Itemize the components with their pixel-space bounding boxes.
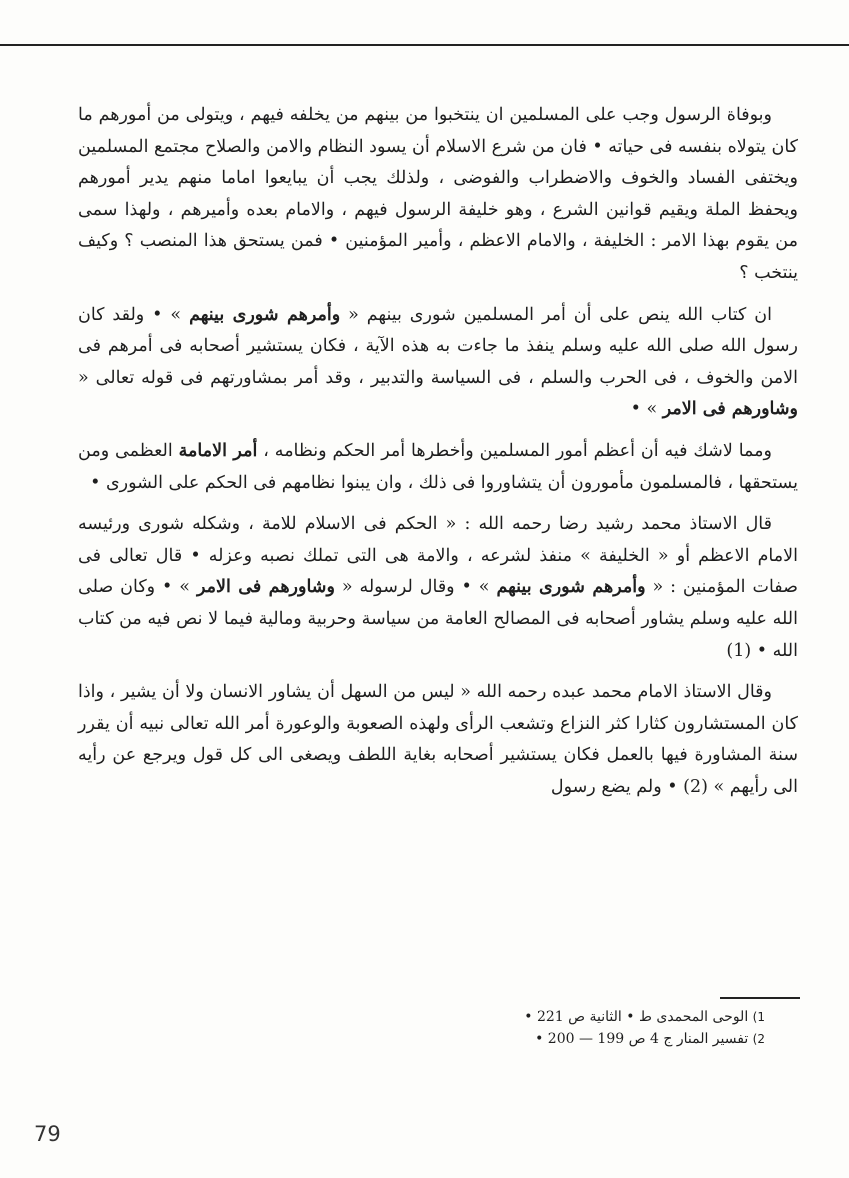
quran-quote: وأمرهم شورى بينهم [189, 304, 341, 325]
paragraph [78, 677, 798, 803]
footnote [420, 1006, 765, 1028]
footnote-separator [720, 997, 800, 999]
footnote-number: 2) [752, 1032, 765, 1046]
text-segment: ومما لاشك فيه أن أعظم أمور المسلمين وأخطرها أمر الحكم ونظامه ، [257, 440, 772, 461]
footnote-number: 1) [752, 1010, 765, 1024]
main-text [78, 100, 798, 803]
top-border-rule [0, 44, 849, 46]
text-segment: ان كتاب الله ينص على أن أمر المسلمين شورى بينهم « [340, 304, 772, 325]
paragraph [78, 300, 798, 426]
quran-quote: وشاورهم فى الامر [662, 399, 798, 420]
quran-quote: أمر الامامة [178, 440, 258, 461]
text-segment: » • [630, 399, 663, 420]
footnotes [420, 1006, 765, 1050]
paragraph [78, 509, 798, 667]
paragraph [78, 100, 798, 290]
quran-quote: وأمرهم شورى بينهم [496, 577, 646, 598]
footnote-text: الوحى المحمدى ط • الثانية ص 221 • [524, 1009, 749, 1025]
text-segment: » • وكان صلى الله عليه وسلم يشاور أصحابه فى المصالح العامة من سياسة وحربية ومالية فيما لا نص فيه من كتاب الله • (1) [78, 577, 798, 661]
quran-quote: وشاورهم فى الامر [196, 577, 335, 598]
text-segment: العظمى ومن يستحقها ، فالمسلمون مأمورون أن يتشاوروا فى ذلك ، وان يبنوا نظامهم فى الحكم على الشورى • [78, 440, 798, 493]
footnote-text: تفسير المنار ج 4 ص 199 — 200 • [535, 1031, 749, 1047]
text-segment: » • وقال لرسوله « [334, 577, 497, 598]
page-number: 79 [34, 1122, 61, 1146]
text-segment: وبوفاة الرسول وجب على المسلمين ان ينتخبوا من بينهم من يخلفه فيهم ، ويتولى من أمورهم ما كان يتولاه بنفسه فى حياته • فان من شرع الاسلام أن يسود النظام والامن والصلاح مجتمع المسلمين ويختفى الفساد والخوف والاضطراب والفوضى ، ولذلك يجب أن يبايعوا اماما منهم يدير أمورهم ويحفظ الملة ويقيم قوانين الشرع ، وهو خليفة الرسول فيهم ، والامام بعده وأميرهم ، ولهذا سمى من يقوم بهذا الامر : الخليفة ، والامام الاعظم ، وأمير المؤمنين • فمن يستحق هذا المنصب ؟ وكيف ينتخب ؟ [78, 105, 798, 283]
footnote [420, 1028, 765, 1050]
text-segment: » • ولقد كان رسول الله صلى الله عليه وسلم ينفذ ما جاءت به هذه الآية ، فكان يستشير أصحابه فى أمرهم فى الامن والخوف ، فى الحرب والسلم ، فى السياسة والتدبير ، وقد أمر بمشاورتهم فى قوله تعالى « [78, 304, 798, 388]
text-segment: وقال الاستاذ الامام محمد عبده رحمه الله « ليس من السهل أن يشاور الانسان ولا أن يشير ، واذا كان المستشارون كثارا كثر النزاع وتشعب الرأى ولهذه الصعوبة والوعورة أمر الله تعالى نبيه أن يقرر سنة المشاورة فيها بالعمل فكان يستشير أصحابه بغاية اللطف ويصغى الى كل قول ويرجع عن رأيه الى رأيهم » (2) • ولم يضع رسول [78, 682, 798, 797]
paragraph [78, 436, 798, 499]
text-segment: قال الاستاذ محمد رشيد رضا رحمه الله : « الحكم فى الاسلام للامة ، وشكله شورى ورئيسه الامام الاعظم أو « الخليفة » منفذ لشرعه ، والامة هى التى تملك نصبه وعزله • قال تعالى فى صفات المؤمنين : « [78, 514, 798, 598]
